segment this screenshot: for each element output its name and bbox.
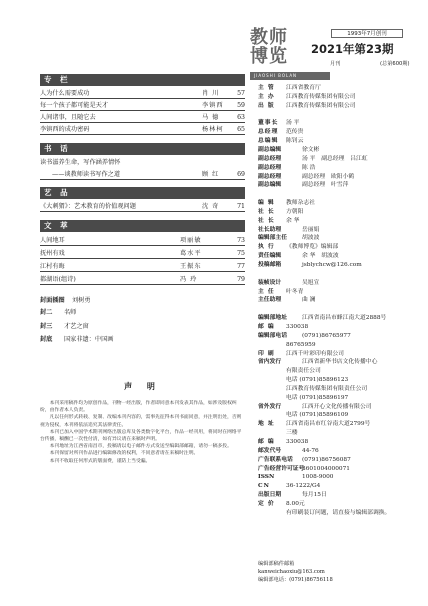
info-key: 出 版 — [258, 102, 275, 109]
cover-credit-key: 封底 — [40, 336, 53, 343]
cover-credit-value: 刘树勇 — [72, 297, 91, 304]
info-row — [258, 120, 299, 127]
info-value: 44-76 — [302, 447, 319, 454]
section-header: 艺 品 — [40, 187, 245, 199]
info-key: 编辑部地址 — [258, 315, 287, 322]
info-row — [258, 510, 390, 517]
toc-author: 李镇西 — [202, 102, 224, 109]
toc-row[interactable] — [40, 89, 245, 99]
declaration-paragraph: 本刊采用稿件均为原创作品，刊物一经出版，作者即同意本刊发表其作品，如涉及版权纠纷，由作者本人负责。 — [40, 401, 237, 414]
section-header: 专 栏 — [40, 74, 245, 86]
info-key: 副总编辑 — [258, 182, 282, 189]
info-row — [258, 466, 350, 473]
toc-page: 75 — [237, 250, 245, 257]
toc-title: 每一个孩子都可能是天才 — [40, 102, 109, 109]
declaration-paragraph: 本刊已加入中国学术期刊网络出版总库及各类数字化平台，作品一经刊用，将同时在网络平台传播，稿酬已一次性付清，如有异议请在来稿时声明。 — [40, 429, 242, 443]
info-value: 岳丽娟 — [302, 226, 320, 233]
info-value: 余 华 — [286, 217, 300, 224]
info-value: 江西省南昌市红谷南大道2799号 — [286, 421, 371, 428]
info-value: 《教师博览》编辑部 — [286, 244, 339, 251]
toc-title: 人间诸事，且随它去 — [40, 114, 96, 121]
info-value: 江西省新华书店文化传播中心 — [302, 359, 378, 366]
info-row — [258, 244, 338, 251]
declaration-paragraph: 凡以任何形式转载、复制、改编本刊内容的，需事先征得本刊书面同意，并注明出处，否则视为侵权，本刊将依法追究其法律责任。 — [40, 415, 242, 428]
info-value: 副总经理 叶雪萍 — [302, 182, 349, 189]
issue-number: 2021年第23期 — [311, 42, 394, 56]
info-key: 总经理 — [258, 129, 279, 136]
info-value: 江西省南昌市蜂江南大道2888号 — [302, 315, 387, 322]
info-row — [258, 404, 372, 411]
section-header: 文 萃 — [40, 220, 245, 232]
info-value: 吴旭宣 — [302, 279, 320, 286]
section-header: 书 话 — [40, 143, 245, 155]
info-value: 江西教育传媒集团有限责任公司 — [286, 385, 368, 392]
info-value: 汤 平 副总经理 吕江虹 — [302, 155, 368, 162]
toc-page: 63 — [237, 114, 245, 121]
info-key: 编 辑 — [258, 200, 275, 207]
info-value: 范传贵 — [286, 129, 304, 136]
info-value: 叶冬青 — [286, 288, 304, 295]
toc-author: 肖 川 — [202, 90, 220, 97]
toc-row[interactable] — [40, 158, 245, 168]
toc-author: 杨林柯 — [202, 126, 224, 133]
toc-title: 人间地耳 — [40, 237, 65, 244]
toc-page: 59 — [237, 102, 245, 109]
info-row — [258, 103, 356, 110]
info-key: 地 址 — [258, 421, 275, 428]
info-key: 副总经理 — [258, 155, 282, 162]
info-key: 副总编辑 — [258, 146, 282, 153]
info-key: 广告联系电话 — [258, 456, 293, 463]
info-key: 主 办 — [258, 93, 275, 100]
toc-title: 江村有晦 — [40, 263, 65, 270]
info-value: 江西教育传媒集团有限公司 — [286, 102, 356, 109]
info-value: 电话 (0791)85896123 — [286, 377, 349, 384]
info-value: 1008-9000 — [302, 474, 334, 481]
info-row — [258, 235, 319, 242]
info-row — [258, 306, 286, 313]
info-value: 330038 — [286, 323, 309, 330]
info-key: 执 行 — [258, 244, 275, 251]
cover-credit — [40, 322, 89, 331]
info-row — [258, 289, 303, 296]
info-key: 编辑部电话 — [258, 332, 287, 339]
info-row — [258, 200, 315, 207]
info-key: 社长助理 — [258, 226, 282, 233]
info-value: (0791)86765977 — [302, 332, 351, 339]
info-value: 陈钊云 — [286, 138, 304, 145]
toc-row[interactable] — [40, 170, 245, 180]
info-value: 徐文彬 — [302, 146, 320, 153]
contact-footer — [258, 560, 408, 584]
info-row — [258, 112, 286, 119]
declaration-body — [40, 400, 245, 465]
info-value: 江西教育传媒集团有限公司 — [286, 93, 356, 100]
info-key: 社 长 — [258, 217, 275, 224]
info-key: 邮发代号 — [258, 447, 282, 454]
info-key: 邮 编 — [258, 323, 275, 330]
toc-page: 77 — [237, 263, 245, 270]
info-row — [258, 315, 386, 322]
info-row — [258, 430, 298, 437]
cover-credit-key: 封三 — [40, 323, 53, 330]
cover-credit-key: 封面插图 — [40, 297, 65, 304]
info-key: 董事长 — [258, 120, 279, 127]
cover-credit-key: 封二 — [40, 309, 53, 316]
info-value: 三楼 — [286, 430, 298, 437]
info-value: 有印刷装订问题，请直接与编辑部调换。 — [286, 509, 391, 516]
toc-row[interactable] — [40, 249, 245, 259]
footer-email[interactable]: kanweichaoxiu@163.com — [258, 569, 325, 575]
info-row — [258, 85, 321, 92]
toc-title: 读书滋养生命，写作涵养情怀 — [40, 159, 121, 166]
info-key: 社 长 — [258, 208, 275, 215]
toc-title: 抚州有戏 — [40, 250, 65, 257]
info-value: 江西千叶彩印有限公司 — [286, 350, 344, 357]
toc-page: 65 — [237, 126, 245, 133]
info-value: 电话 (0791)85896197 — [286, 394, 349, 401]
info-key: 责任编辑 — [258, 253, 282, 260]
founded-date: 1993年7月创刊 — [331, 29, 403, 38]
info-key: 广告经营许可证号 — [258, 465, 305, 472]
info-row — [258, 227, 319, 234]
toc-row[interactable] — [40, 101, 245, 111]
info-row — [258, 368, 321, 375]
info-value: 陈 浩 — [302, 164, 316, 171]
toc-row[interactable] — [40, 275, 245, 285]
toc-title: ——谈教师读书写作之道 — [52, 171, 121, 178]
info-value: jsblychcw@126.com — [302, 262, 362, 268]
info-row — [258, 342, 316, 349]
info-key: 主 任 — [258, 288, 275, 295]
info-key: 定 价 — [258, 500, 275, 507]
toc-author: 顾 红 — [202, 171, 220, 178]
info-value: 8.00元 — [286, 500, 305, 507]
info-row — [258, 439, 308, 446]
info-key: ISSN — [258, 474, 275, 481]
info-key: 编辑部主任 — [258, 235, 287, 242]
toc-row[interactable] — [40, 202, 245, 212]
info-value: 汤 平 — [286, 120, 300, 127]
info-value: 方朝阳 — [286, 208, 304, 215]
declaration-paragraph: 本刊地址为江西省南昌市，投稿请以电子邮件方式发送至编辑部邮箱，请勿一稿多投。 — [49, 444, 232, 450]
toc-author: 沈 奇 — [202, 203, 220, 210]
toc-row[interactable] — [40, 125, 245, 135]
info-row — [258, 191, 286, 198]
logo-text: 教师博览 — [250, 27, 288, 67]
info-value: 余 华 胡波波 — [302, 253, 339, 260]
info-value: 330038 — [286, 439, 309, 445]
cover-credit-value: 国家非遗：中国画 — [64, 336, 114, 343]
info-row — [258, 129, 303, 136]
info-row — [258, 280, 319, 287]
info-row — [258, 359, 377, 366]
info-key: 省内发行 — [258, 359, 282, 366]
toc-author: 项丽敏 — [180, 237, 202, 244]
info-value: (0791)86756087 — [302, 456, 351, 463]
footer-line: 编辑部稿件邮箱 — [258, 561, 295, 567]
cover-credit — [40, 308, 76, 317]
info-value: 江西省教育厅 — [286, 85, 321, 91]
info-key: 主任助理 — [258, 297, 282, 304]
info-value: 曲 澜 — [302, 297, 316, 304]
toc-page: 73 — [237, 237, 245, 244]
info-value: 36-1222/G4 — [286, 483, 321, 490]
info-value: 3601004000071 — [302, 465, 350, 472]
info-value: 电话 (0791)85896109 — [286, 412, 349, 419]
info-value: 86765959 — [286, 341, 316, 348]
toc-author: 马 德 — [202, 114, 220, 121]
info-row — [258, 421, 370, 428]
info-row — [258, 395, 348, 402]
cover-credit — [40, 296, 91, 305]
info-row — [258, 333, 351, 340]
info-key: 副总经理 — [258, 173, 282, 180]
cover-credit-value: 才艺之窗 — [64, 323, 89, 330]
info-value: 副总经理 欧阳小鹤 — [302, 173, 355, 180]
info-row — [258, 253, 339, 260]
toc-row[interactable] — [40, 113, 245, 123]
info-row — [258, 501, 305, 508]
info-key: 装帧设计 — [258, 279, 282, 286]
toc-title: 《大刺猬》：艺术教育的价值观问题 — [40, 203, 136, 210]
info-row — [258, 412, 348, 419]
toc-page: 79 — [237, 276, 245, 283]
toc-author: 葛水平 — [180, 250, 202, 257]
info-row — [258, 165, 315, 172]
toc-page: 69 — [237, 171, 245, 178]
info-value: 教师杂志社 — [286, 200, 315, 207]
info-row — [258, 271, 286, 278]
toc-title: 人为什么需要成功 — [40, 90, 90, 97]
info-key: 总编辑 — [258, 138, 279, 145]
info-row — [258, 174, 354, 181]
info-key: 印 刷 — [258, 350, 275, 357]
info-row — [258, 474, 333, 481]
info-key: 邮 编 — [258, 439, 275, 445]
info-value: 有限责任公司 — [286, 368, 321, 375]
info-row — [258, 209, 303, 216]
info-value: 江西开心文化传播有限公司 — [302, 403, 372, 410]
info-row — [258, 262, 362, 269]
footer-line: 编辑部电话：(0791)86756118 — [258, 577, 333, 583]
toc-title: 都湖语(组诗) — [40, 276, 76, 283]
info-row — [258, 492, 327, 499]
info-key: 省外发行 — [258, 403, 282, 410]
info-row — [258, 94, 356, 101]
info-value: 胡波波 — [302, 235, 320, 242]
toc-title: 李镇西的成功密码 — [40, 126, 90, 133]
info-row — [258, 324, 308, 331]
info-row — [258, 138, 303, 145]
cover-credit — [40, 335, 114, 344]
info-row — [258, 457, 351, 464]
info-row — [258, 386, 367, 393]
declaration-paragraph: 本刊保留对所刊作品进行编辑修改的权利，不同意者请在来稿时注明。 — [49, 451, 199, 457]
info-row — [258, 351, 344, 358]
info-row — [258, 297, 315, 304]
toc-author: 王振东 — [180, 263, 202, 270]
info-row — [258, 377, 348, 384]
toc-page: 71 — [237, 203, 245, 210]
cover-credit-value: 名师 — [64, 309, 77, 316]
issue-type: 月刊 — [330, 61, 341, 67]
declaration-paragraph: 本刊不收取任何形式的版面费，谨防上当受骗。 — [49, 458, 151, 464]
info-value: 每月15日 — [302, 492, 327, 499]
info-row — [258, 147, 319, 154]
info-key: CN — [258, 483, 270, 490]
toc-author: 冯 玲 — [180, 276, 198, 283]
toc-row[interactable] — [40, 236, 245, 246]
info-key: 投稿邮箱 — [258, 262, 282, 268]
info-key: 出版日期 — [258, 492, 282, 499]
info-key: 主 管 — [258, 85, 275, 91]
logo-english: JIAOSHI BOLAN — [250, 72, 330, 80]
info-row — [258, 448, 319, 455]
info-key: 副总经理 — [258, 164, 282, 171]
issue-total: (总第600期) — [380, 61, 410, 67]
info-row — [258, 156, 368, 163]
toc-row[interactable] — [40, 262, 245, 272]
toc-page: 57 — [237, 90, 245, 97]
info-row — [258, 182, 348, 189]
declaration-title: 声 明 — [124, 381, 161, 391]
info-row — [258, 218, 299, 225]
info-row — [258, 483, 320, 490]
